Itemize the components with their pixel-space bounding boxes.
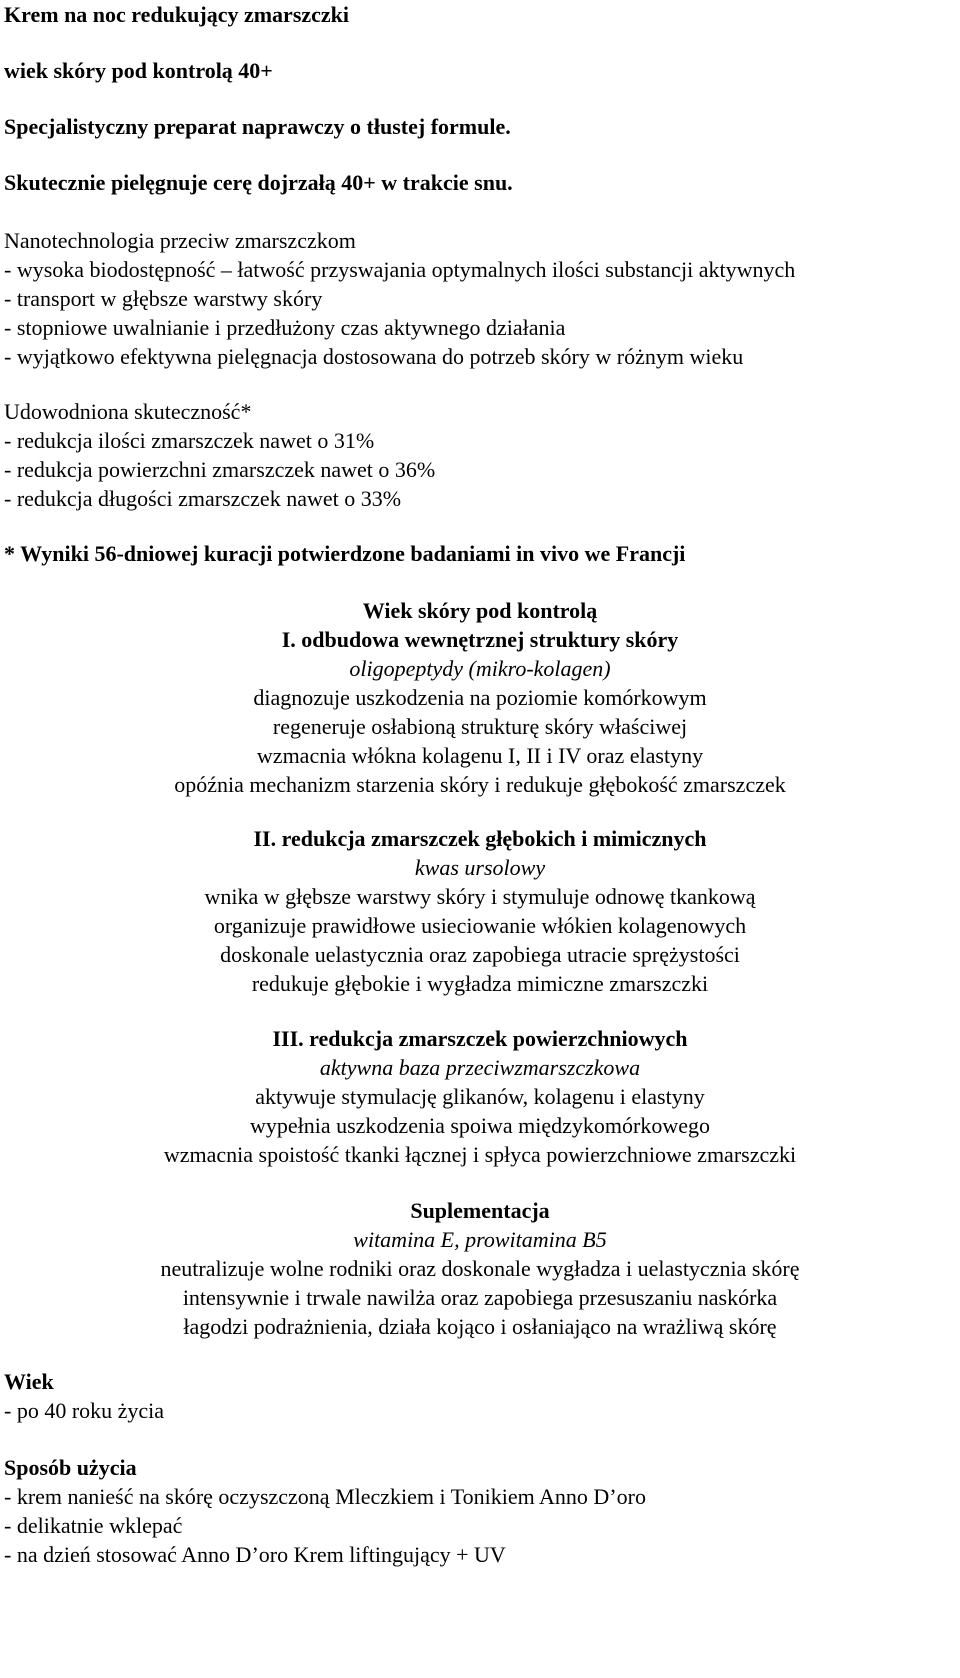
usage-item: - na dzień stosować Anno D’oro Krem liftingujący + UV bbox=[4, 1542, 506, 1567]
usage-item: - delikatnie wklepać bbox=[4, 1513, 183, 1538]
section-supplementation bbox=[0, 1196, 960, 1341]
section-subheading: III. redukcja zmarszczek powierzchniowych bbox=[272, 1026, 688, 1051]
product-benefit: Skutecznie pielęgnuje cerę dojrzałą 40+ w trakcie snu. bbox=[4, 170, 513, 195]
efficacy-item: - redukcja ilości zmarszczek nawet o 31% bbox=[4, 428, 375, 453]
section-line: opóźnia mechanizm starzenia skóry i redukuje głębokość zmarszczek bbox=[174, 772, 786, 797]
nano-item: - wyjątkowo efektywna pielęgnacja dostosowana do potrzeb skóry w różnym wieku bbox=[4, 344, 744, 369]
product-description: Specjalistyczny preparat naprawczy o tłustej formule. bbox=[4, 114, 511, 139]
product-subtitle: wiek skóry pod kontrolą 40+ bbox=[4, 58, 273, 83]
section-line: wzmacnia włókna kolagenu I, II i IV oraz elastyny bbox=[256, 743, 704, 768]
section-line: redukuje głębokie i wygładza mimiczne zmarszczki bbox=[251, 971, 709, 996]
section-subheading: Suplementacja bbox=[410, 1198, 550, 1223]
nano-heading: Nanotechnologia przeciw zmarszczkom bbox=[4, 228, 356, 253]
section-2 bbox=[0, 824, 960, 998]
nano-section bbox=[4, 226, 795, 371]
age-section bbox=[4, 1367, 164, 1425]
age-heading: Wiek bbox=[4, 1369, 54, 1394]
nano-item: - transport w głębsze warstwy skóry bbox=[4, 286, 323, 311]
efficacy-footnote: * Wyniki 56-dniowej kuracji potwierdzone badaniami in vivo we Francji bbox=[4, 541, 686, 566]
section-subheading: I. odbudowa wewnętrznej struktury skóry bbox=[281, 627, 679, 652]
age-value: - po 40 roku życia bbox=[4, 1398, 165, 1423]
section-ingredient: kwas ursolowy bbox=[414, 855, 546, 880]
nano-item: - wysoka biodostępność – łatwość przyswajania optymalnych ilości substancji aktywnych bbox=[4, 257, 796, 282]
section-line: neutralizuje wolne rodniki oraz doskonale wygładza i uelastycznia skórę bbox=[160, 1256, 800, 1281]
product-title: Krem na noc redukujący zmarszczki bbox=[4, 2, 350, 27]
nano-item: - stopniowe uwalnianie i przedłużony czas aktywnego działania bbox=[4, 315, 566, 340]
section-line: doskonale uelastycznia oraz zapobiega utracie sprężystości bbox=[220, 942, 740, 967]
section-line: intensywnie i trwale nawilża oraz zapobiega przesuszaniu naskórka bbox=[182, 1285, 778, 1310]
section-3 bbox=[0, 1024, 960, 1169]
section-line: diagnozuje uszkodzenia na poziomie komórkowym bbox=[253, 685, 707, 710]
section-line: wnika w głębsze warstwy skóry i stymuluje odnowę tkankową bbox=[204, 884, 756, 909]
section-ingredient: oligopeptydy (mikro-kolagen) bbox=[349, 656, 611, 681]
section-subheading: II. redukcja zmarszczek głębokich i mimicznych bbox=[253, 826, 707, 851]
section-line: organizuje prawidłowe usieciowanie włókien kolagenowych bbox=[213, 913, 747, 938]
efficacy-section bbox=[4, 397, 435, 513]
usage-section bbox=[4, 1453, 646, 1569]
efficacy-heading: Udowodniona skuteczność* bbox=[4, 399, 252, 424]
section-line: wzmacnia spoistość tkanki łącznej i spłyca powierzchniowe zmarszczki bbox=[163, 1142, 797, 1167]
section-ingredient: aktywna baza przeciwzmarszczkowa bbox=[319, 1055, 641, 1080]
section-line: łagodzi podrażnienia, działa kojąco i osłaniająco na wrażliwą skórę bbox=[183, 1314, 777, 1339]
section-heading: Wiek skóry pod kontrolą bbox=[362, 598, 598, 623]
section-line: wypełnia uszkodzenia spoiwa międzykomórkowego bbox=[249, 1113, 711, 1138]
usage-item: - krem nanieść na skórę oczyszczoną Mleczkiem i Tonikiem Anno D’oro bbox=[4, 1484, 646, 1509]
section-ingredient: witamina E, prowitamina B5 bbox=[353, 1227, 607, 1252]
section-1 bbox=[0, 596, 960, 799]
section-line: aktywuje stymulację glikanów, kolagenu i elastyny bbox=[255, 1084, 705, 1109]
efficacy-item: - redukcja powierzchni zmarszczek nawet o 36% bbox=[4, 457, 436, 482]
section-line: regeneruje osłabioną strukturę skóry właściwej bbox=[272, 714, 688, 739]
efficacy-item: - redukcja długości zmarszczek nawet o 33% bbox=[4, 486, 402, 511]
usage-heading: Sposób użycia bbox=[4, 1455, 137, 1480]
